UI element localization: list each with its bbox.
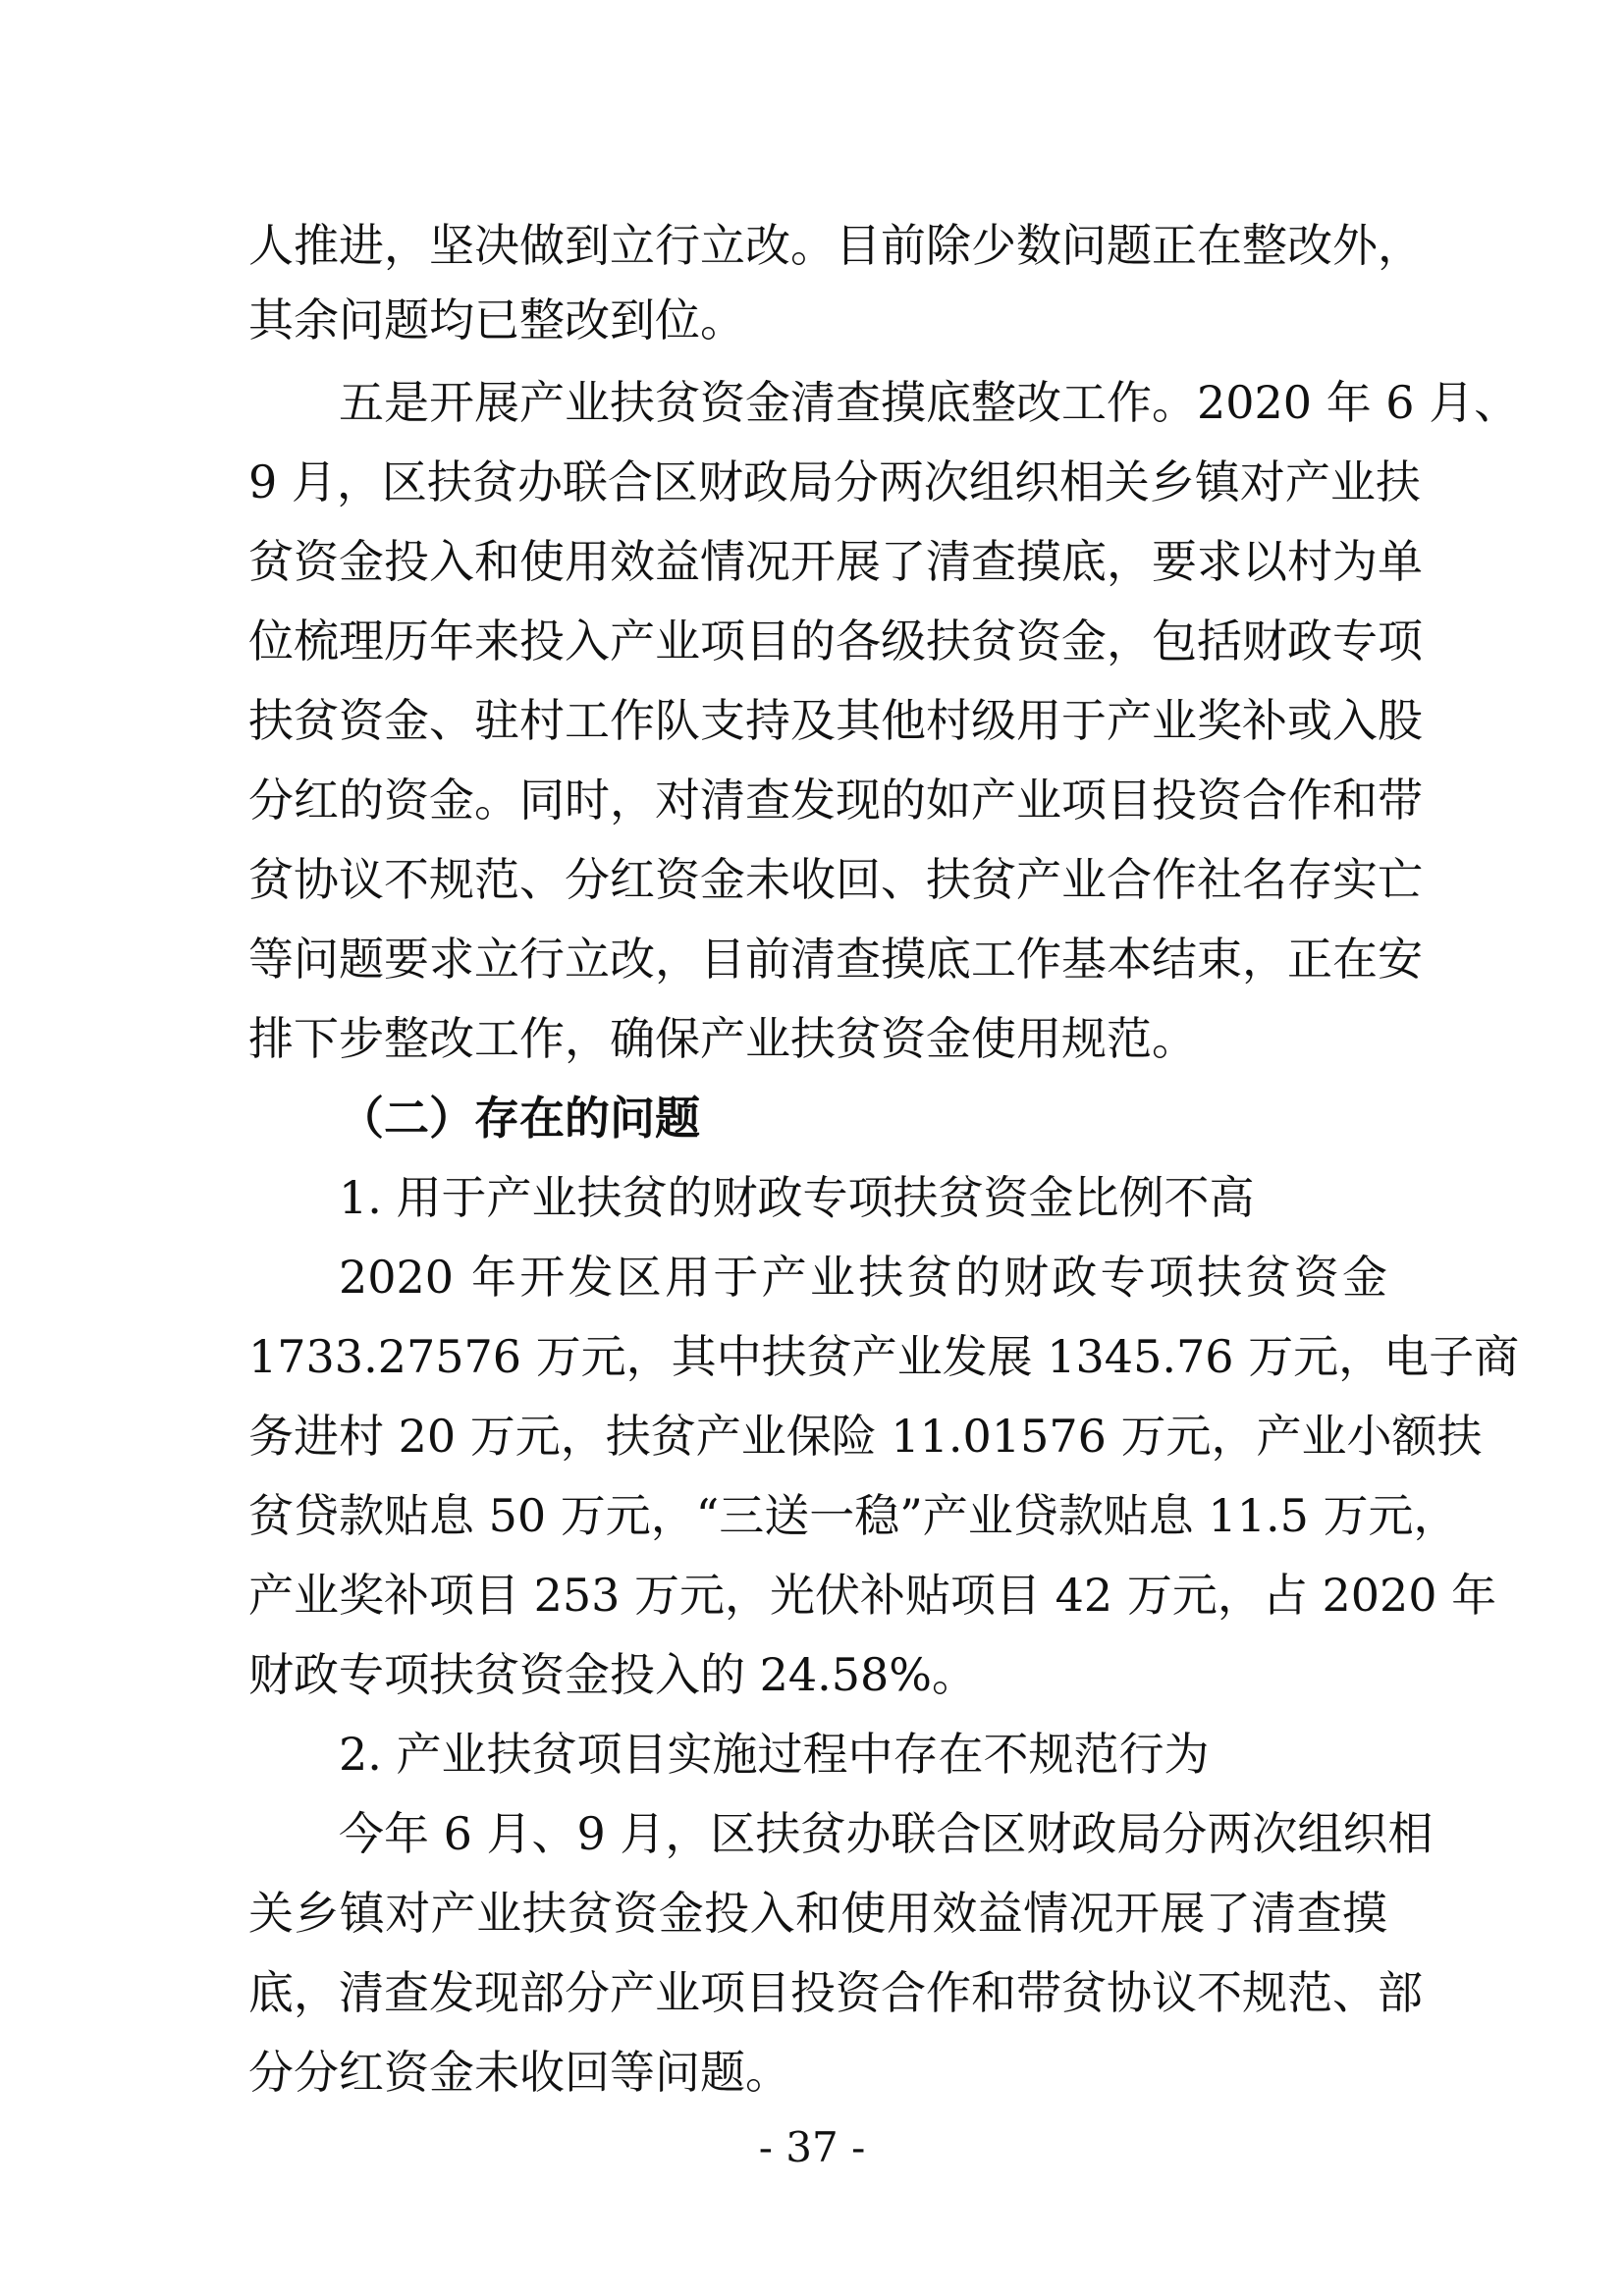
subsection-heading: 1. 用于产业扶贫的财政专项扶贫资金比例不高 — [339, 1171, 1255, 1224]
body-line: 贫资金投入和使用效益情况开展了清查摸底，要求以村为单 — [248, 535, 1423, 588]
body-line: 人推进，坚决做到立行立改。目前除少数问题正在整改外， — [248, 219, 1423, 272]
body-line: 分分红资金未收回等问题。 — [248, 2046, 790, 2099]
body-line: 分红的资金。同时，对清查发现的如产业项目投资合作和带 — [248, 774, 1423, 827]
body-line: 关乡镇对产业扶贫资金投入和使用效益情况开展了清查摸 — [248, 1887, 1387, 1940]
body-line: 其余问题均已整改到位。 — [248, 294, 745, 347]
body-line: 排下步整改工作，确保产业扶贫资金使用规范。 — [248, 1012, 1197, 1065]
body-line: 等问题要求立行立改，目前清查摸底工作基本结束，正在安 — [248, 933, 1423, 986]
subsection-heading: 2. 产业扶贫项目实施过程中存在不规范行为 — [339, 1728, 1210, 1781]
body-line: 务进村 20 万元，扶贫产业保险 11.01576 万元，产业小额扶 — [248, 1410, 1483, 1463]
body-line: 9 月，区扶贫办联合区财政局分两次组织相关乡镇对产业扶 — [248, 455, 1421, 508]
paragraph-first-line: 2020 年开发区用于产业扶贫的财政专项扶贫资金 — [339, 1251, 1387, 1304]
body-line: 扶贫资金、驻村工作队支持及其他村级用于产业奖补或入股 — [248, 694, 1423, 747]
page-number: - 37 - — [758, 2123, 866, 2171]
body-line: 1733.27576 万元，其中扶贫产业发展 1345.76 万元，电子商 — [248, 1330, 1520, 1383]
paragraph-first-line: 今年 6 月、9 月，区扶贫办联合区财政局分两次组织相 — [339, 1807, 1434, 1860]
body-line: 底，清查发现部分产业项目投资合作和带贫协议不规范、部 — [248, 1966, 1423, 2019]
paragraph-first-line: 五是开展产业扶贫资金清查摸底整改工作。2020 年 6 月、 — [339, 376, 1520, 429]
body-line: 产业奖补项目 253 万元，光伏补贴项目 42 万元，占 2020 年 — [248, 1569, 1497, 1622]
body-line: 贫协议不规范、分红资金未收回、扶贫产业合作社名存实亡 — [248, 853, 1423, 906]
body-line: 位梳理历年来投入产业项目的各级扶贫资金，包括财政专项 — [248, 614, 1423, 667]
body-line: 贫贷款贴息 50 万元，“三送一稳”产业贷款贴息 11.5 万元， — [248, 1489, 1459, 1542]
section-heading: （二）存在的问题 — [339, 1092, 700, 1145]
body-line: 财政专项扶贫资金投入的 24.58%。 — [248, 1648, 978, 1701]
